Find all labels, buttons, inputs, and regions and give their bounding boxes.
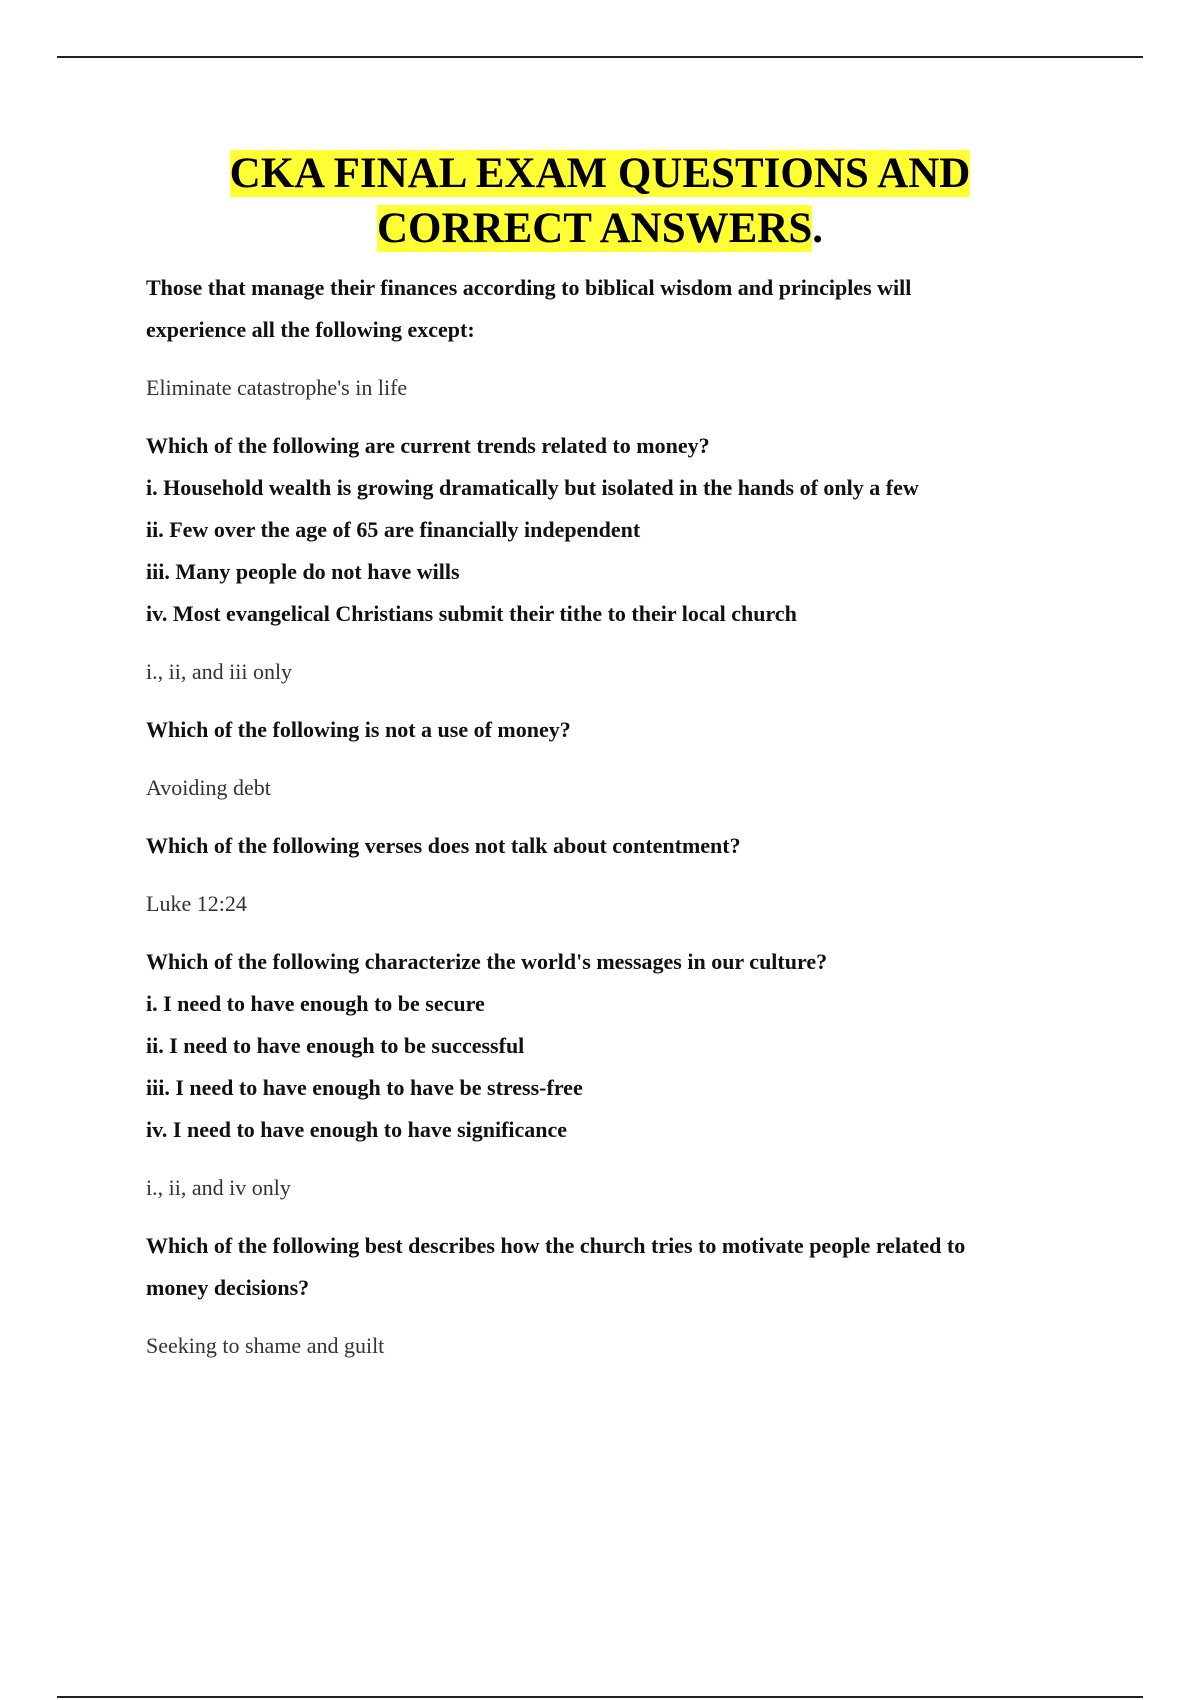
question-option: ii. I need to have enough to be successful: [146, 1033, 525, 1058]
question-option: iv. I need to have enough to have significance: [146, 1117, 568, 1142]
question-text: Which of the following best describes how the church tries to motivate people related to: [146, 1233, 966, 1258]
question-text: Those that manage their finances according to biblical wisdom and principles will: [146, 275, 912, 300]
question-text: Which of the following characterize the world's messages in our culture?: [146, 949, 828, 974]
question-option: iv. Most evangelical Christians submit their tithe to their local church: [146, 601, 797, 626]
question-text: money decisions?: [146, 1275, 310, 1300]
answer-text: Seeking to shame and guilt: [146, 1333, 385, 1358]
qa-item-4: [146, 825, 1076, 925]
qa-item-1: [146, 267, 1076, 409]
question-option: i. I need to have enough to be secure: [146, 991, 485, 1016]
question-option: iii. I need to have enough to have be stress-free: [146, 1075, 583, 1100]
question-option: iii. Many people do not have wills: [146, 559, 460, 584]
header-rule: [57, 56, 1143, 58]
answer-text: i., ii, and iv only: [146, 1175, 291, 1200]
question-text: experience all the following except:: [146, 317, 475, 342]
question-option: i. Household wealth is growing dramatically but isolated in the hands of only a few: [146, 475, 919, 500]
title-line-1: CKA FINAL EXAM QUESTIONS AND: [229, 150, 971, 197]
title-period: .: [812, 205, 824, 252]
qa-item-5: [146, 941, 1076, 1209]
qa-item-2: [146, 425, 1076, 693]
qa-item-3: [146, 709, 1076, 809]
answer-text: Luke 12:24: [146, 891, 247, 916]
answer-text: i., ii, and iii only: [146, 659, 293, 684]
answer-text: Eliminate catastrophe's in life: [146, 375, 408, 400]
qa-item-6: [146, 1225, 1076, 1367]
question-text: Which of the following verses does not talk about contentment?: [146, 833, 741, 858]
footer-rule: [57, 1696, 1143, 1698]
answer-text: Avoiding debt: [146, 775, 271, 800]
question-text: Which of the following are current trends related to money?: [146, 433, 710, 458]
page-title: [0, 146, 1200, 256]
question-option: ii. Few over the age of 65 are financially independent: [146, 517, 641, 542]
title-line-2: CORRECT ANSWERS: [376, 205, 813, 252]
question-text: Which of the following is not a use of money?: [146, 717, 571, 742]
qa-list: [146, 267, 1076, 1383]
